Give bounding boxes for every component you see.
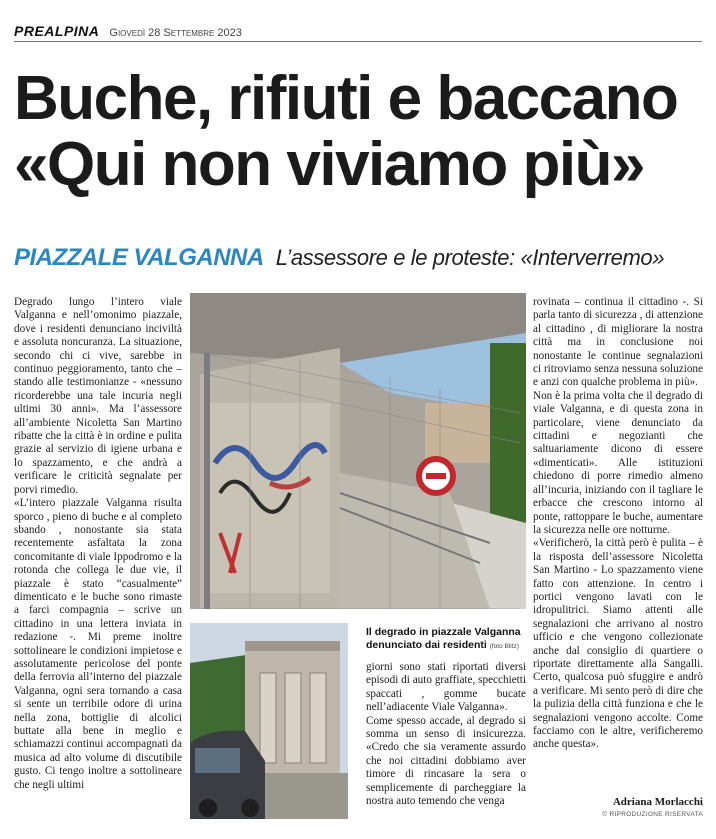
underpass-photo-illustration	[190, 293, 526, 609]
copyright-notice: © RIPRODUZIONE RISERVATA	[602, 811, 703, 818]
article-column-2	[366, 661, 526, 808]
paragraph: giorni sono stati riportati diversi episodi di auto graffiate, specchietti spaccati , gomme bucate nell’adiacente Viale Valganna».	[366, 661, 526, 714]
headline-line-1: Buche, rifiuti e baccano	[14, 64, 678, 133]
author-byline: Adriana Morlacchi	[612, 796, 703, 808]
photo-underpass	[190, 293, 526, 609]
photo-building	[190, 623, 348, 819]
photo-caption	[366, 626, 526, 653]
caption-text: Il degrado in piazzale Valganna denunciato dai residenti	[366, 626, 521, 651]
paragraph: «Verificherò, la città però è pulita – è la risposta dell’assessore Nicoletta San Martino - Lo spazzamento viene fatto con attenzione. In centro i portici vengono lavati con le idropulitrici. Siamo attenti alle segnalazioni che arrivano al nostro ufficio e che vengono collezionate anche dal consiglio di quartiere o riportate direttamente alla Sangalli. Certo, qualcosa può sfuggire e andrò a verificare. Mi sento però di dire che la pulizia della città funziona e che le segnalazioni vengono accolte. Come facciamo con le altre, verificheremo anche questa».	[533, 537, 703, 751]
masthead	[14, 22, 702, 42]
subheadline	[14, 244, 704, 276]
paragraph: rovinata – continua il cittadino -. Si parla tanto di sicurezza , di attenzione al cittadino , di migliorare la nostra città ma in conclusione noi nonostante le continue segnalazioni ci ritroviamo senza nessuna soluzione e anzi con qualche problema in più».	[533, 296, 703, 389]
paragraph: Come spesso accade, al degrado si somma un senso di insicurezza. «Credo che sia veramente assurdo che noi cittadini dobbiamo aver timore di rincasare la sera o semplicemente di parcheggiare la nostra auto temendo che venga	[366, 714, 526, 808]
paragraph: Degrado lungo l’intero viale Valganna e nell’omonimo piazzale, dove i residenti denunciano inciviltà e assoluta noncuranza. La situazione, secondo chi ci vive, sarebbe in continuo peggioramento, tanto che – stando alle testimonianze - «nessuno ricorderebbe una tale incuria negli ultimi 30 anni». Ma l’assessore all’ambiente Nicoletta San Martino ribatte che la città è in ordine e pulita grazie al servizio di igiene urbana e lo spazzamento, e che andrà a verificare le criticità segnalate per porvi rimedio.	[14, 296, 182, 496]
paragraph: Non è la prima volta che il degrado di viale Valganna, e di questa zona in particolare, viene denunciato da cittadini e negozianti che saltuariamente dicono di essere «dimenticati». Alle istituzioni chiedono di porre rimedio almeno all’incuria, iniziando con il tagliare le erbacce che crescono intorno al ponte, rattoppare le buche, aumentare la sicurezza nelle ore notturne.	[533, 389, 703, 536]
deck: L’assessore e le proteste: «Interverremo»	[275, 245, 665, 270]
article-column-1	[14, 296, 182, 792]
building-photo-illustration	[190, 623, 348, 819]
headline-line-2: «Qui non viviamo più»	[14, 130, 644, 199]
kicker: PIAZZALE VALGANNA	[14, 244, 264, 271]
newspaper-logo: PREALPINA	[14, 23, 100, 39]
issue-date: Giovedì 28 Settembre 2023	[109, 27, 242, 39]
headline	[14, 66, 704, 198]
photo-credit: (foto Blitz)	[489, 643, 519, 650]
article-column-3	[533, 296, 703, 752]
paragraph: «L’intero piazzale Valganna risulta sporco , pieno di buche e al completo sbando , nonostante sia stata recentemente asfaltata la zona concomitante di viale Ippodromo e la rotonda che collega le due vie, il piazzale è stato “casualmente” dimenticato e le buche sono rimaste a farci compagnia – scrive un cittadino in una lettera inviata in redazione -. Mi preme inoltre sottolineare le condizioni impietose e assolutamente pericolose del ponte della ferrovia all’interno del piazzale Valganna, ogni sera tornando a casa si sente un terribile odore di urina nella zona, bottiglie di alcolici buttate alla bene in meglio e schiamazzi continui accompagnati da musica ad alto volume di discutibile gusto. Ci tengo inoltre a sottolineare che negli ultimi	[14, 497, 182, 791]
